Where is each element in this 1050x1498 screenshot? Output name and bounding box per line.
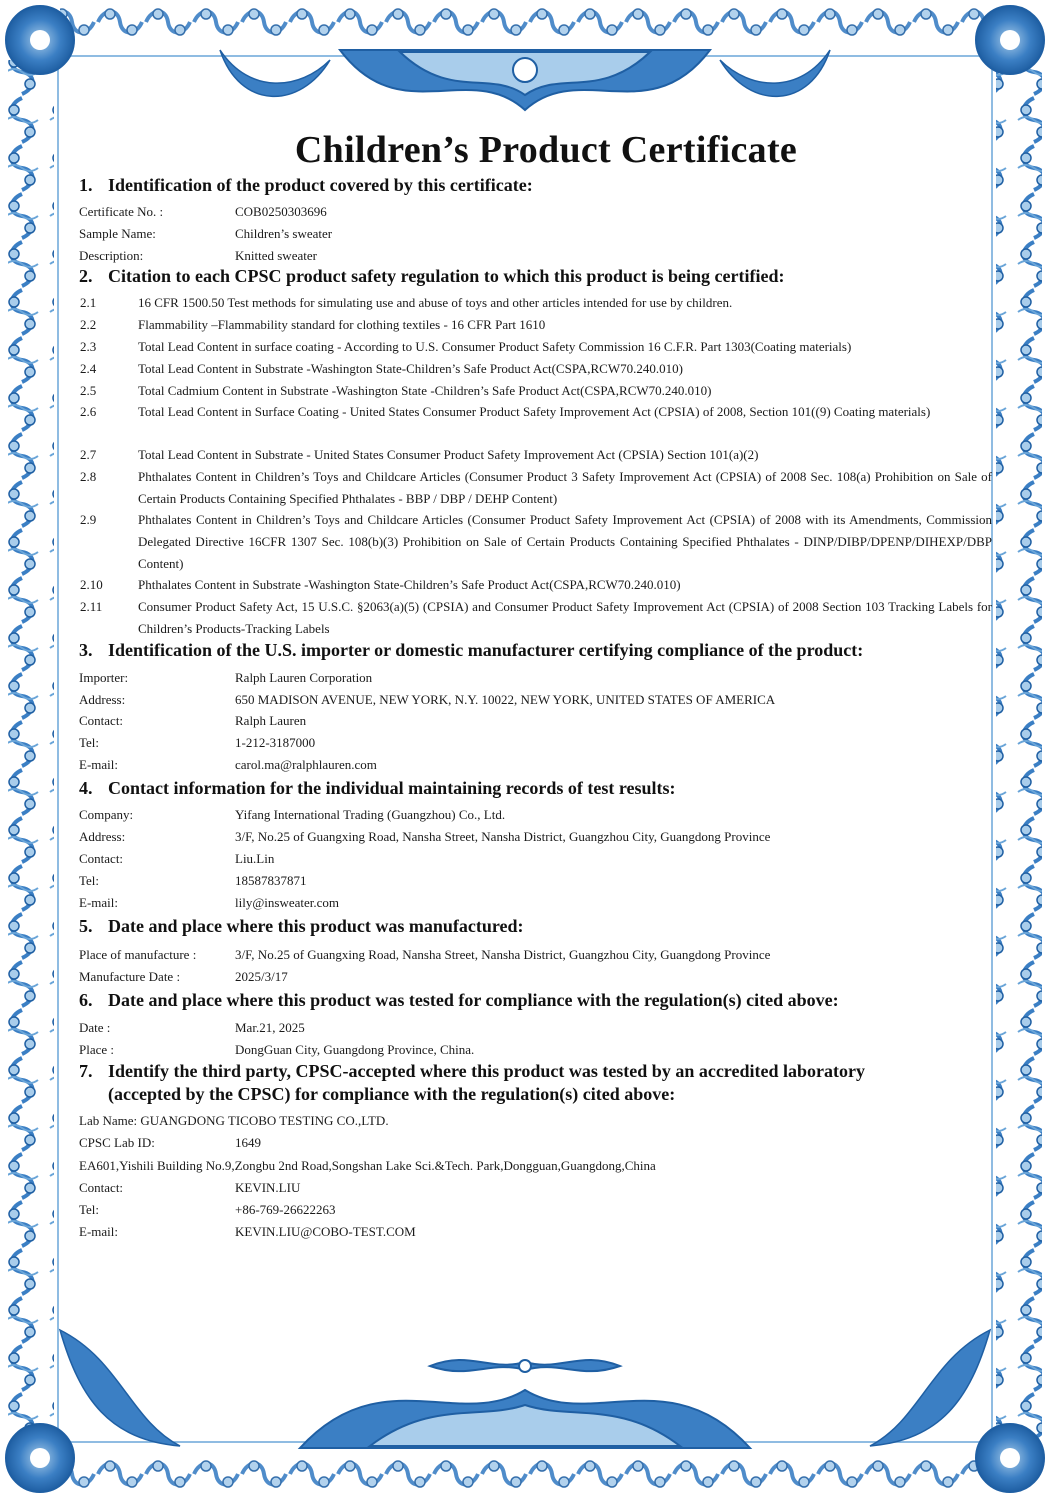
section-2-heading-text: Citation to each CPSC product safety regulation to which this product is being certified:	[108, 266, 785, 286]
s5-row-value: 2025/3/17	[235, 969, 288, 984]
section-7-heading-line1: Identify the third party, CPSC-accepted where this product was tested by an accredited laboratory	[108, 1061, 865, 1081]
section-7-number: 7.	[79, 1061, 93, 1081]
s7-row-tel	[79, 1200, 992, 1220]
section-5-heading-text: Date and place where this product was manufactured:	[108, 916, 524, 936]
item-number: 2.6	[80, 404, 97, 419]
s3-row-value: 1-212-3187000	[235, 735, 316, 750]
section-7-heading-line2: (accepted by the CPSC) for compliance with the regulation(s) cited above:	[108, 1084, 676, 1104]
s4-row-company	[79, 805, 992, 825]
s3-row-label: Address:	[79, 692, 126, 707]
s4-row-value: Liu.Lin	[235, 851, 275, 866]
s1-row-description	[79, 246, 992, 266]
item-text: Total Lead Content in Surface Coating - United States Consumer Product Safety Improvement Act (CPSIA) of 2008, Section 101((9) Coating materials)	[138, 404, 931, 419]
s7-row-value: 1649	[235, 1135, 261, 1150]
s7-row-value: +86-769-26622263	[235, 1202, 336, 1217]
s1-row-label: Description:	[79, 248, 144, 263]
item-text: Total Lead Content in Substrate - United States Consumer Product Safety Improvement Act (CPSIA) Section 101(a)(2)	[138, 447, 759, 462]
item-text: Total Cadmium Content in Substrate -Washington State -Children’s Safe Product Act(CSPA,RCW70.240.010)	[138, 383, 712, 398]
s7-row-lab-id	[79, 1133, 992, 1153]
section-1-heading	[79, 175, 533, 196]
section-2-number: 2.	[79, 266, 93, 286]
s6-row-value: Mar.21, 2025	[235, 1020, 305, 1035]
s3-row-address	[79, 690, 992, 710]
s6-row-label: Place :	[79, 1042, 115, 1057]
s4-row-email	[79, 893, 992, 913]
s3-row-label: Tel:	[79, 735, 100, 750]
s7-row-value: KEVIN.LIU	[235, 1180, 301, 1195]
item-number: 2.1	[80, 295, 97, 310]
section-1-number: 1.	[79, 175, 93, 195]
s3-row-label: Contact:	[79, 713, 124, 728]
s4-row-label: Contact:	[79, 851, 124, 866]
s3-row-tel	[79, 733, 992, 753]
s7-row-label: Contact:	[79, 1180, 124, 1195]
item-number: 2.2	[80, 317, 97, 332]
s4-row-value: Yifang International Trading (Guangzhou) Co., Ltd.	[235, 807, 506, 822]
s4-row-label: Address:	[79, 829, 126, 844]
section-6-heading	[79, 990, 839, 1011]
s3-row-value: 650 MADISON AVENUE, NEW YORK, N.Y. 10022, NEW YORK, UNITED STATES OF AMERICA	[235, 692, 776, 707]
item-number: 2.4	[80, 361, 97, 376]
s6-row-value: DongGuan City, Guangdong Province, China.	[235, 1042, 475, 1057]
s7-row-contact	[79, 1178, 992, 1198]
s3-row-value: Ralph Lauren Corporation	[235, 670, 373, 685]
item-text: Flammability –Flammability standard for clothing textiles - 16 CFR Part 1610	[138, 317, 546, 332]
s3-row-email	[79, 755, 992, 775]
s4-row-address	[79, 827, 992, 847]
s3-row-value: Ralph Lauren	[235, 713, 307, 728]
section-4-heading	[79, 778, 676, 799]
s1-row-value: Children’s sweater	[235, 226, 333, 241]
section-6-number: 6.	[79, 990, 93, 1010]
s5-row-label: Place of manufacture :	[79, 947, 197, 962]
s3-row-label: E-mail:	[79, 757, 118, 772]
section-3-heading-text: Identification of the U.S. importer or domestic manufacturer certifying compliance of the product:	[108, 640, 864, 660]
s3-row-value: carol.ma@ralphlauren.com	[235, 757, 377, 772]
s5-row-date	[79, 967, 992, 987]
s6-row-place	[79, 1040, 992, 1060]
section-5-heading	[79, 916, 524, 937]
section-4-number: 4.	[79, 778, 93, 798]
section-7-heading	[79, 1061, 865, 1082]
item-number: 2.5	[80, 383, 97, 398]
lab-name: Lab Name: GUANGDONG TICOBO TESTING CO.,LTD.	[79, 1113, 389, 1128]
s1-row-certificate-no	[79, 202, 992, 222]
certificate-title: Children’s Product Certificate	[294, 129, 798, 171]
s4-row-label: Tel:	[79, 873, 100, 888]
s6-row-label: Date :	[79, 1020, 111, 1035]
s4-row-tel	[79, 871, 992, 891]
s7-row-email	[79, 1222, 992, 1242]
s7-row-value: KEVIN.LIU@COBO-TEST.COM	[235, 1224, 416, 1239]
s1-row-label: Sample Name:	[79, 226, 156, 241]
s7-row-label: Tel:	[79, 1202, 100, 1217]
section-4-heading-text: Contact information for the individual maintaining records of test results:	[108, 778, 676, 798]
item-text: Consumer Product Safety Act, 15 U.S.C. §2063(a)(5) (CPSIA) and Consumer Product Safety Improvement Act (CPSIA) of 2008 Section 103 Tracking Labels for Children’s Products-Tracking Labels	[138, 599, 992, 636]
s5-row-place	[79, 945, 992, 965]
section-3-number: 3.	[79, 640, 93, 660]
s4-row-value: 18587837871	[235, 873, 307, 888]
item-text: Phthalates Content in Substrate -Washington State-Children’s Safe Product Act(CSPA,RCW70.240.010)	[138, 577, 681, 592]
section-2-heading	[79, 266, 785, 287]
s1-row-value: COB0250303696	[235, 204, 327, 219]
item-number: 2.9	[80, 512, 97, 527]
item-text: Phthalates Content in Children’s Toys and Childcare Articles (Consumer Product Safety Improvement Act (CPSIA) of 2008 with its Amendments, Commission Delegated Directive 16CFR 1307 Sec. 108(b)(3) Prohibition on Sale of Certain Products Containing Specified Phthalates - DINP/DIBP/DPENP/DIHEXP/DBP Content)	[138, 512, 992, 571]
section-6-heading-text: Date and place where this product was tested for compliance with the regulation(s) cited above:	[108, 990, 839, 1010]
item-number: 2.8	[80, 469, 97, 484]
s4-row-label: Company:	[79, 807, 134, 822]
s1-row-sample-name	[79, 224, 992, 244]
lab-address: EA601,Yishili Building No.9,Zongbu 2nd Road,Songshan Lake Sci.&Tech. Park,Dongguan,Guangdong,China	[79, 1158, 656, 1173]
section-5-number: 5.	[79, 916, 93, 936]
s3-row-contact	[79, 711, 992, 731]
s1-row-label: Certificate No. :	[79, 204, 164, 219]
item-text: Total Lead Content in Substrate -Washington State-Children’s Safe Product Act(CSPA,RCW70.240.010)	[138, 361, 683, 376]
s4-row-contact	[79, 849, 992, 869]
s5-row-label: Manufacture Date :	[79, 969, 181, 984]
s6-row-date	[79, 1018, 992, 1038]
s4-row-label: E-mail:	[79, 895, 118, 910]
item-number: 2.3	[80, 339, 97, 354]
item-number: 2.10	[80, 577, 103, 592]
item-number: 2.7	[80, 447, 97, 462]
item-number: 2.11	[80, 599, 103, 614]
s3-row-importer	[79, 668, 992, 688]
s4-row-value: lily@insweater.com	[235, 895, 340, 910]
s3-row-label: Importer:	[79, 670, 129, 685]
s4-row-value: 3/F, No.25 of Guangxing Road, Nansha Street, Nansha District, Guangzhou City, Guangdong Province	[235, 829, 771, 844]
s7-row-label: CPSC Lab ID:	[79, 1135, 155, 1150]
item-text: Total Lead Content in surface coating - According to U.S. Consumer Product Safety Commission 16 C.F.R. Part 1303(Coating materials)	[138, 339, 852, 354]
section-1-heading-text: Identification of the product covered by this certificate:	[108, 175, 533, 195]
item-text: Phthalates Content in Children’s Toys and Childcare Articles (Consumer Product 3 Safety Improvement Act (CPSIA) of 2008 Sec. 108(a) Prohibition on Sale of Certain Products Containing Specified Phthalates - BBP / DBP / DEHP Content)	[138, 469, 992, 506]
section-3-heading	[79, 640, 863, 661]
s5-row-value: 3/F, No.25 of Guangxing Road, Nansha Street, Nansha District, Guangzhou City, Guangdong Province	[235, 947, 771, 962]
s7-row-label: E-mail:	[79, 1224, 118, 1239]
s1-row-value: Knitted sweater	[235, 248, 317, 263]
item-text: 16 CFR 1500.50 Test methods for simulating use and abuse of toys and other articles intended for use by children.	[138, 295, 733, 310]
